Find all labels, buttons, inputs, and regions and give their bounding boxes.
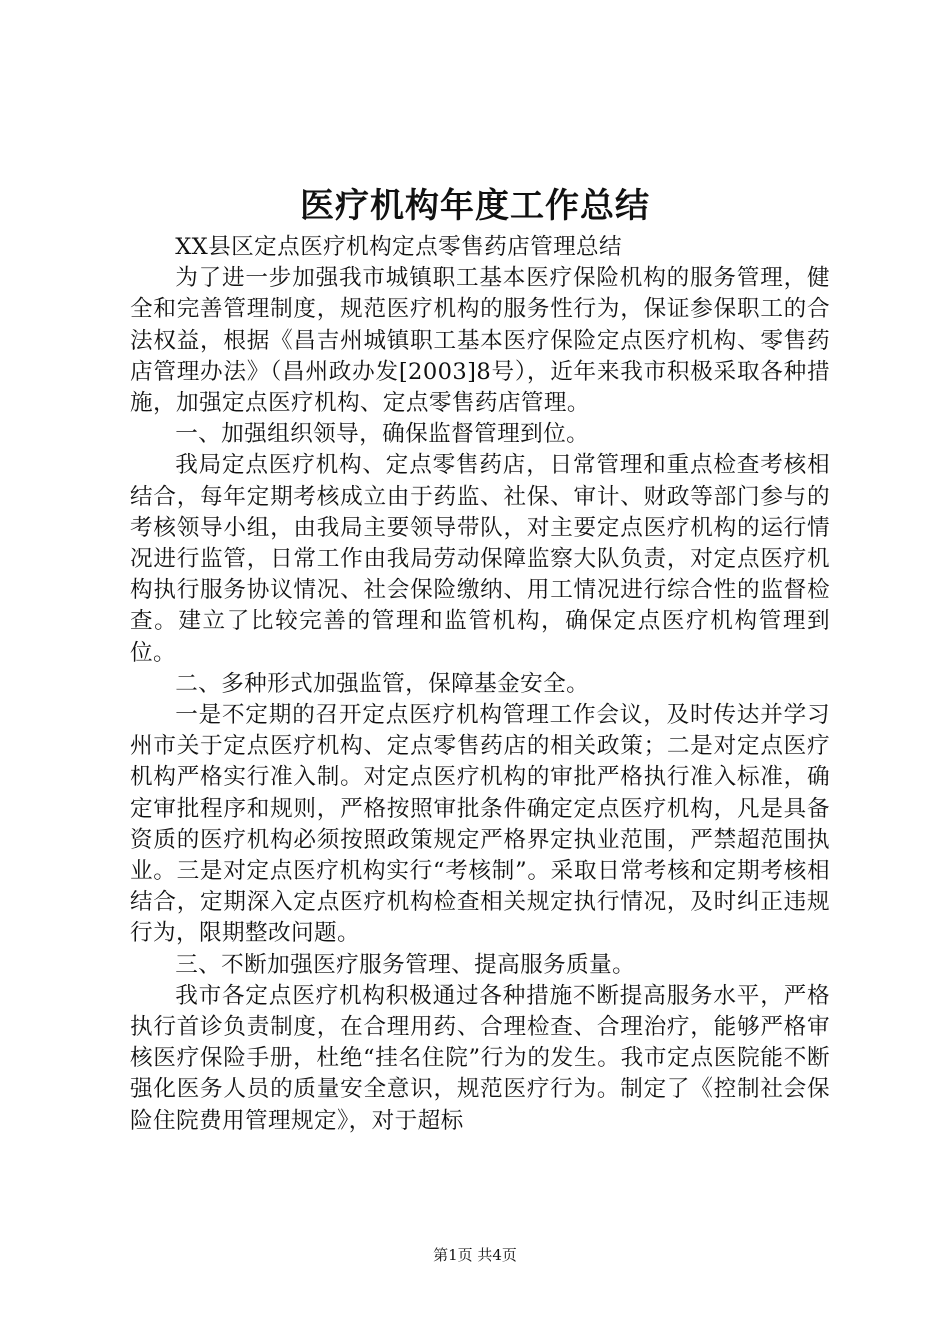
page-number-indicator: 第1页 共4页 [433, 1246, 517, 1264]
section-2-paragraph: 一是不定期的召开定点医疗机构管理工作会议，及时传达并学习州市关于定点医疗机构、定点零售药店的相关政策；二是对定点医疗机构严格实行准入制。对定点医疗机构的审批严格执行准入标准，确定审批程序和规则，严格按照审批条件确定定点医疗机构，凡是具备资质的医疗机构必须按照政策规定严格界定执业范围，严禁超范围执业。三是对定点医疗机构实行“考核制”。采取日常考核和定期考核相结合，定期深入定点医疗机构检查相关规定执行情况，及时纠正违规行为，限期整改问题。 [130, 702, 830, 947]
page-footer [0, 1245, 950, 1265]
section-3-paragraph: 我市各定点医疗机构积极通过各种措施不断提高服务水平，严格执行首诊负责制度，在合理用药、合理检查、合理治疗，能够严格审核医疗保险手册，杜绝“挂名住院”行为的发生。我市定点医院能不断强化医务人员的质量安全意识，规范医疗行为。制定了《控制社会保险住院费用管理规定》，对于超标 [130, 982, 830, 1134]
document-body [130, 232, 830, 1137]
intro-paragraph: 为了进一步加强我市城镇职工基本医疗保险机构的服务管理，健全和完善管理制度，规范医疗机构的服务性行为，保证参保职工的合法权益，根据《昌吉州城镇职工基本医疗保险定点医疗机构、零售药店管理办法》（昌州政办发[2003]8号），近年来我市积极采取各种措施，加强定点医疗机构、定点零售药店管理。 [130, 265, 830, 417]
subtitle-paragraph: XX县区定点医疗机构定点零售药店管理总结 [175, 234, 623, 260]
page-title: 医疗机构年度工作总结 [300, 186, 650, 226]
section-heading-3: 三、不断加强医疗服务管理、提高服务质量。 [175, 951, 636, 978]
section-heading-2: 二、多种形式加强监管，保障基金安全。 [175, 670, 590, 697]
section-1-paragraph: 我局定点医疗机构、定点零售药店，日常管理和重点检查考核相结合，每年定期考核成立由于药监、社保、审计、财政等部门参与的考核领导小组，由我局主要领导带队，对主要定点医疗机构的运行情况进行监管，日常工作由我局劳动保障监察大队负责，对定点医疗机构执行服务协议情况、社会保险缴纳、用工情况进行综合性的监督检查。建立了比较完善的管理和监管机构，确保定点医疗机构管理到位。 [130, 452, 830, 666]
section-heading-1: 一、加强组织领导，确保监督管理到位。 [175, 421, 590, 448]
